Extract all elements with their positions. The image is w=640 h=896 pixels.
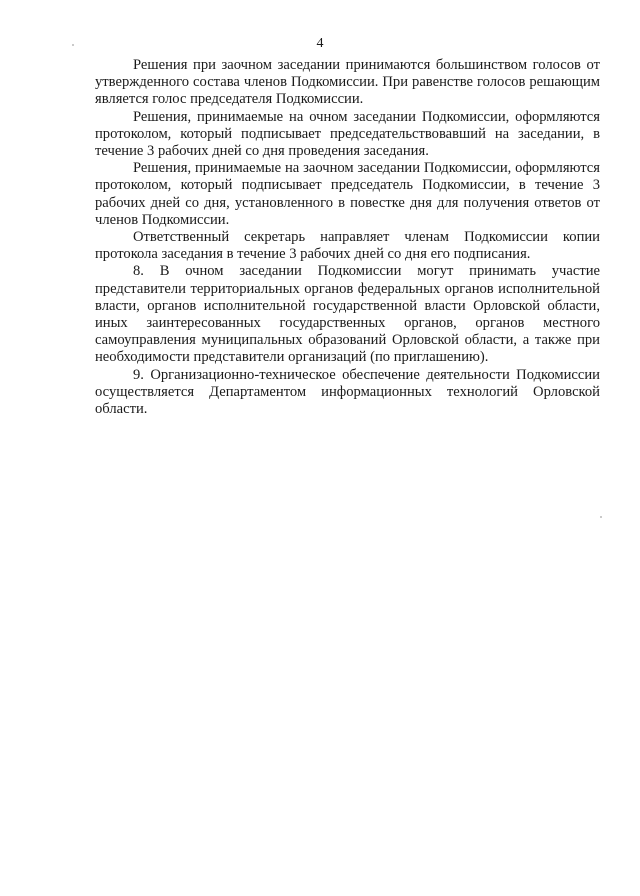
paragraph-item-8: 8. В очном заседании Подкомиссии могут принимать участие представители территориальных органов федеральных органов исполнительной власти, органов исполнительной государственной власти Орловской области, иных заинтересованных государственных органов, органов местного самоуправления муниципальных образований Орловской области, а также при необходимости представители организаций (по приглашению). — [95, 263, 600, 366]
document-body — [95, 57, 600, 418]
paragraph-item-9: 9. Организационно-техническое обеспечение деятельности Подкомиссии осуществляется Департаментом информационных технологий Орловской области. — [95, 366, 600, 418]
scan-speck — [72, 44, 74, 46]
paragraph-absentee-voting: Решения при заочном заседании принимаются большинством голосов от утвержденного состава членов Подкомиссии. При равенстве голосов решающим является голос председателя Подкомиссии. — [95, 57, 600, 108]
paragraph-in-person-protocol: Решения, принимаемые на очном заседании Подкомиссии, оформляются протоколом, который подписывает председательствовавший на заседании, в течение 3 рабочих дней со дня проведения заседания. — [95, 108, 600, 160]
paragraph-absentee-protocol: Решения, принимаемые на заочном заседании Подкомиссии, оформляются протоколом, который подписывает председатель Подкомиссии, в течение 3 рабочих дней со дня, установленного в повестке дня для получения ответов от членов Подкомиссии. — [95, 160, 600, 228]
scan-speck — [600, 516, 602, 518]
page-number: 4 — [316, 36, 324, 51]
paragraph-secretary-copies: Ответственный секретарь направляет членам Подкомиссии копии протокола заседания в течение 3 рабочих дней со дня его подписания. — [95, 229, 600, 263]
